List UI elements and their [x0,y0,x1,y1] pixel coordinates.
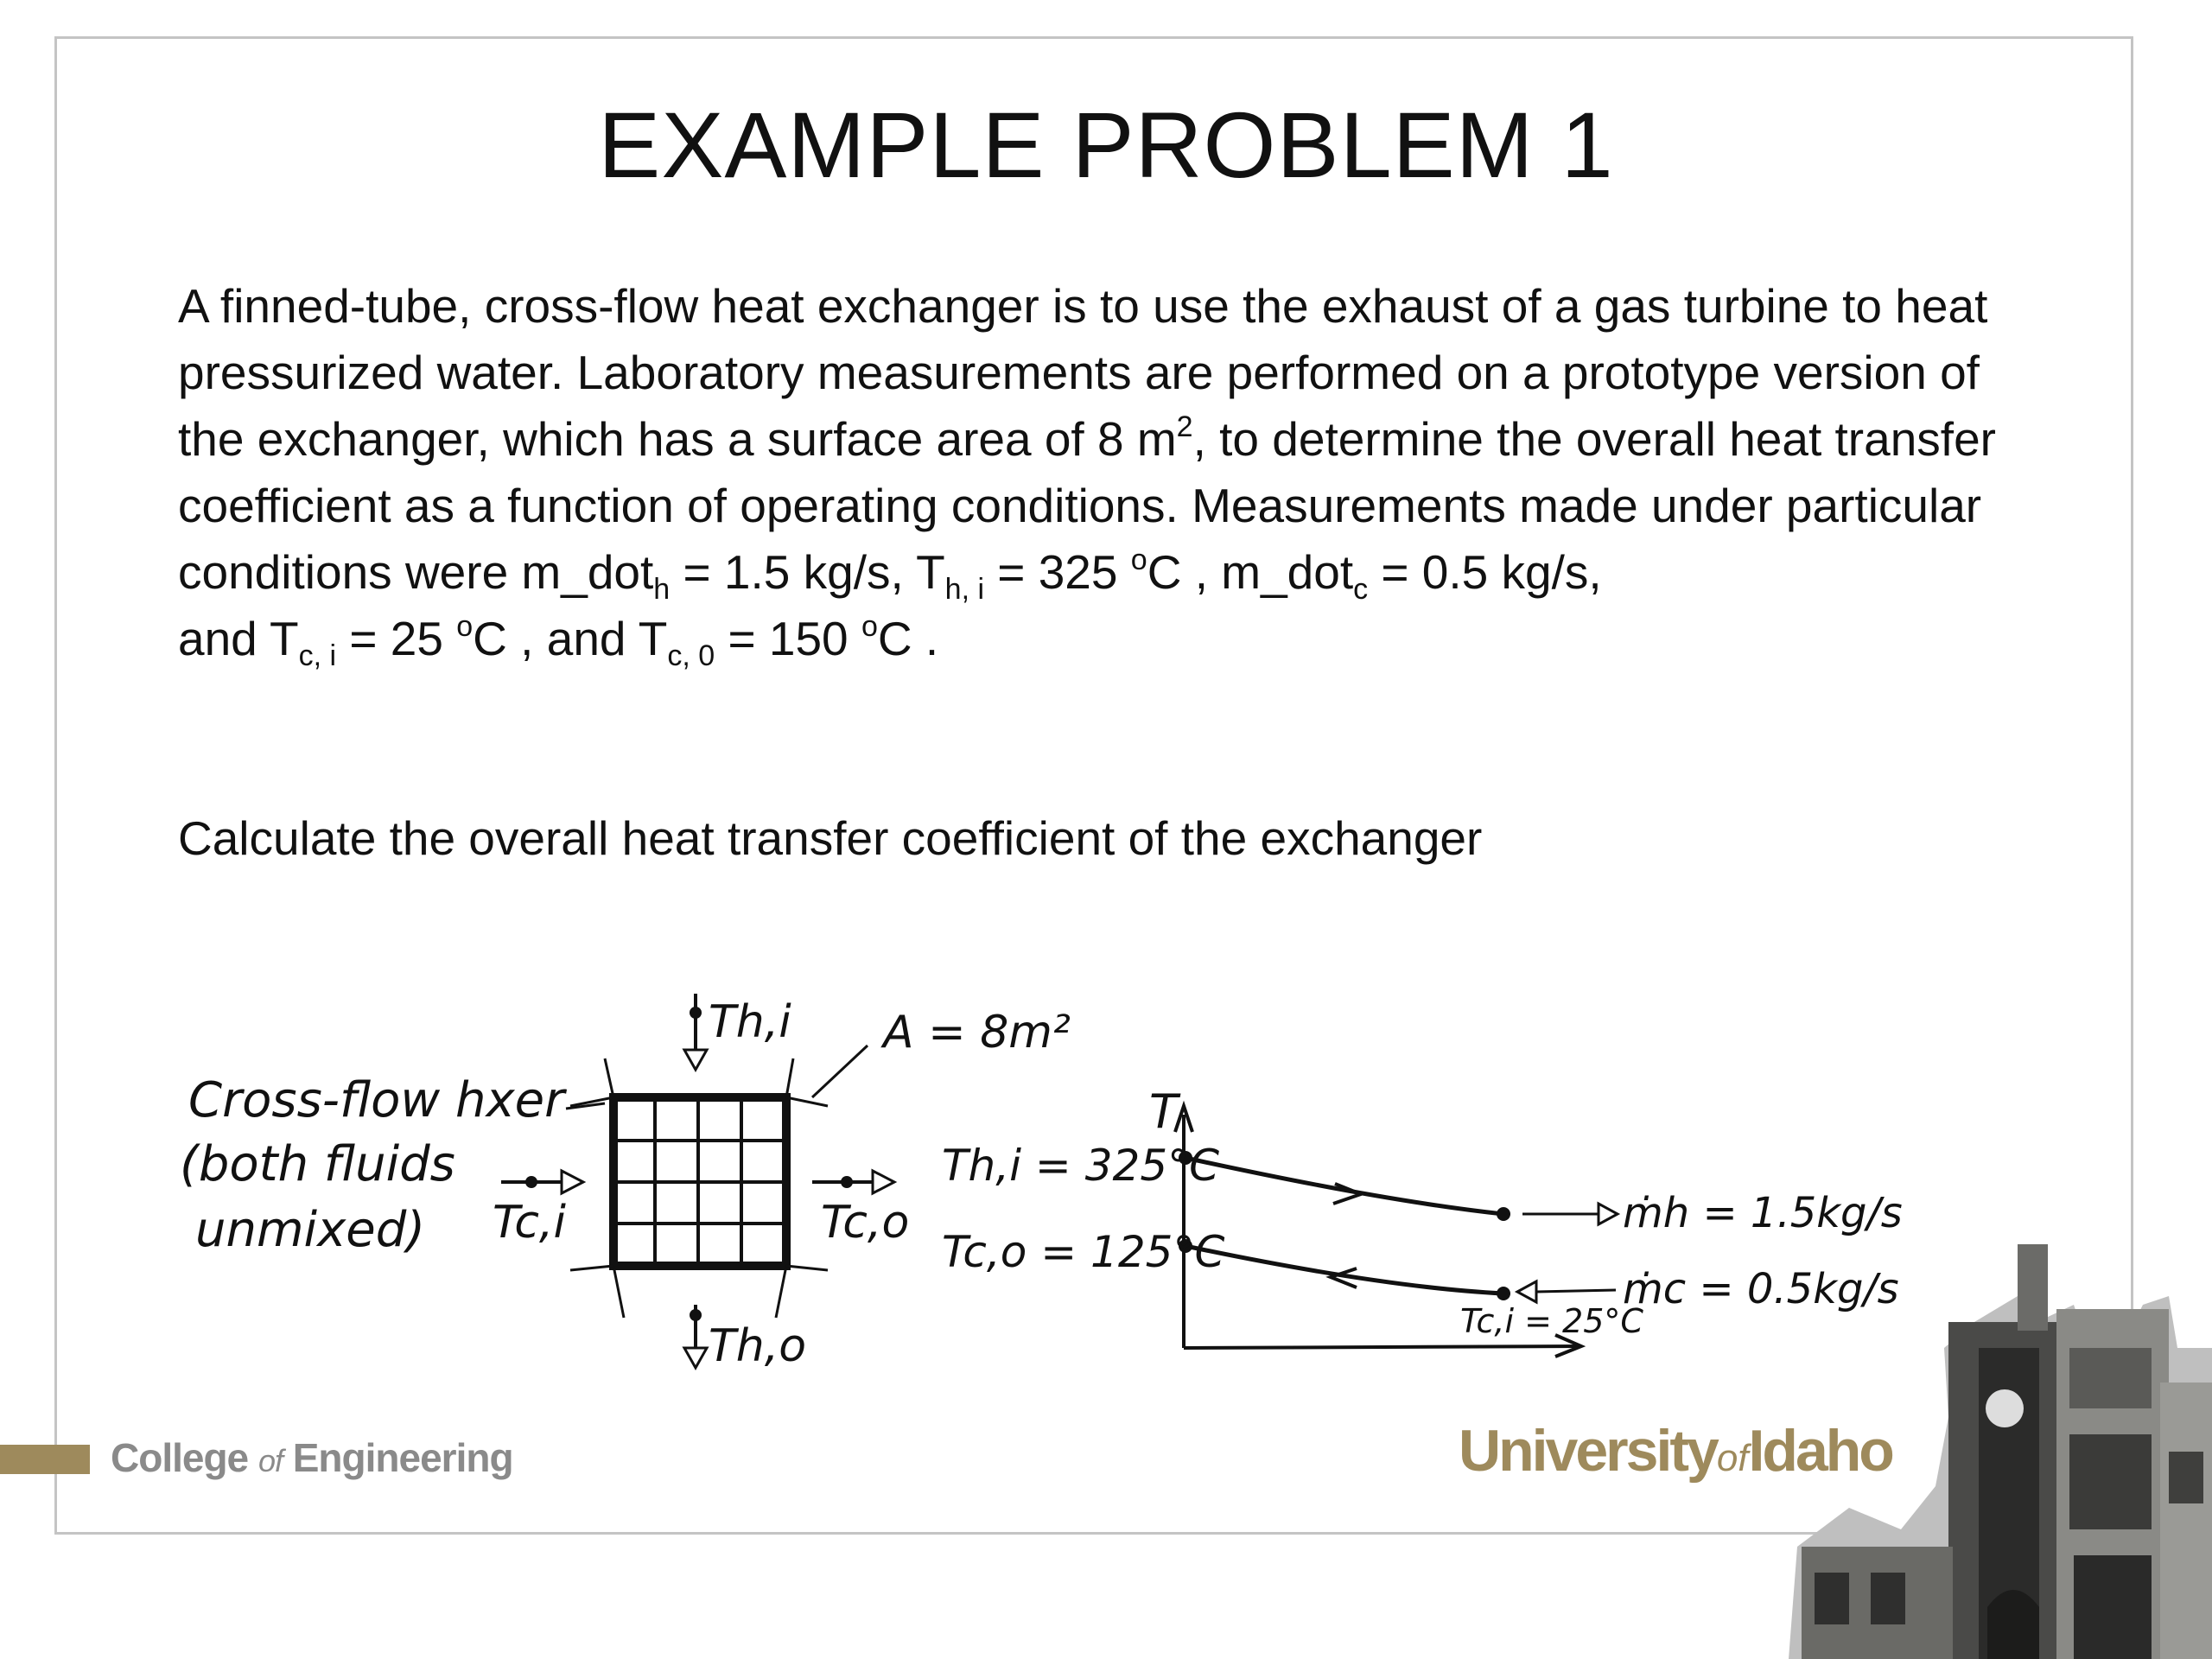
problem-conditions: and $T_{c, i} = 25$ $^o$C , and $T_{c, 0} = 150$ $^o$C . [178,610,939,672]
hot-inlet-temp-label: Th,i = 325°C [942,1141,1220,1191]
area-label: A = 8m² [883,1007,1071,1058]
plot-axis-label: T [1149,1084,1178,1139]
cold-inlet-label: Tc,i [493,1197,566,1249]
cold-outlet-label: Tc,o [821,1197,910,1249]
cold-outlet-temp-label: Tc,o = 125°C [942,1227,1225,1277]
cold-inlet-temp-label: Tc,i = 25°C [1460,1302,1643,1340]
footer-accent-bar [0,1445,90,1474]
university-of-idaho-logo: UniversityofIdaho [1459,1418,1892,1484]
hot-flow-label: ṁh = 1.5kg/s [1623,1189,1903,1237]
hot-inlet-label: Th,i [709,996,791,1048]
diagram-label-line1: Cross-flow hxer [188,1072,565,1128]
hot-outlet-label: Th,o [709,1320,807,1372]
cold-flow-label: ṁc = 0.5kg/s [1623,1265,1899,1313]
diagram-label-line3: unmixed) [195,1202,426,1258]
problem-paragraph: A finned-tube, cross-flow heat exchanger is to use the exhaust of a gas turbine to heat pressurized water. Laboratory measurements are performed on a prototype version of the exchanger, which has a surface area of 8 $m^2$, to determine the overall heat transfer coefficient as a function of operating conditions. Measurements made under particular conditions were m_dot$_h$ = 1.5 kg/s, $T_{h, i} = 325$ $^o$C , m_dot$_c$ = 0.5 kg/s, [178,279,1996,606]
college-of-engineering-logo: College of Engineering [111,1435,513,1480]
page-title: EXAMPLE PROBLEM 1 [598,92,1614,197]
diagram-label-line2: (both fluids [180,1136,455,1192]
question-text: Calculate the overall heat transfer coefficient of the exchanger [178,811,1483,865]
